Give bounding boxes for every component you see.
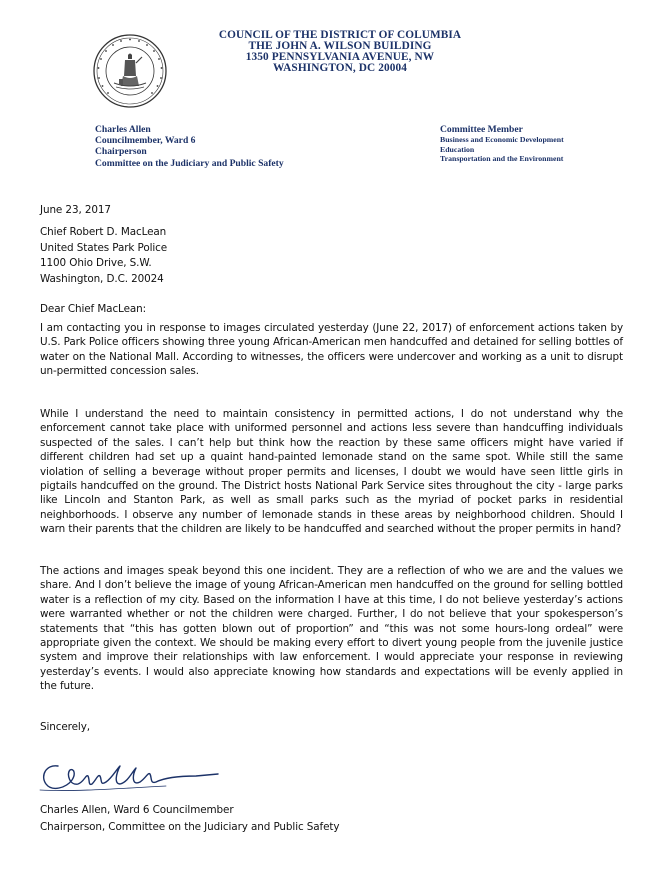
recipient-line: 1100 Ohio Drive, S.W. <box>40 257 152 269</box>
sender-name: Charles Allen <box>95 124 151 135</box>
committee-item: Business and Economic Development <box>440 135 564 145</box>
letterhead-line: COUNCIL OF THE DISTRICT OF COLUMBIA <box>218 29 462 41</box>
body-paragraph: I am contacting you in response to images circulated yesterday (June 22, 2017) of enforcement actions taken by U.S. Park Police officers showing three young African-American men handcuffed and detained for selling bottles of water on the National Mall. According to witnesses, the officers were undercover and working as a unit to disrupt un-permitted concession sales. <box>40 322 623 378</box>
letterhead-line: THE JOHN A. WILSON BUILDING <box>248 40 432 52</box>
closing: Sincerely, <box>40 721 90 733</box>
letterhead-line: 1350 PENNSYLVANIA AVENUE, NW <box>245 51 435 63</box>
body-paragraph: The actions and images speak beyond this one incident. They are a reflection of who we are and the values we share. And I don’t believe the image of young African-American men handcuffed on the ground for selling bottled water is a reflection of my city. Based on the information I have at this time, I do not believe yesterday’s actions were warranted whether or not the children were charged. Further, I do not believe that your spokesperson’s statements that “this has gotten blown out of proportion” and “this was not some hours-long ordeal” were appropriate given the context. We should be making every effort to divert young people from the juvenile justice system and improve their relationships with law enforcement. I would appreciate your response in reviewing yesterday’s events. I would also appreciate knowing how standards and expectations will be evenly applied in the future. <box>40 565 623 693</box>
sender-title: Councilmember, Ward 6 <box>95 135 196 147</box>
letterhead-line: WASHINGTON, DC 20004 <box>273 62 407 74</box>
signature-title: Chairperson, Committee on the Judiciary and Public Safety <box>40 821 340 833</box>
sender-committee: Committee on the Judiciary and Public Safety <box>95 157 284 169</box>
committee-item: Transportation and the Environment <box>440 154 564 164</box>
body-paragraph: While I understand the need to maintain consistency in permitted actions, I do not understand why the enforcement cannot take place with uniformed personnel and actions less severe than handcuffing individuals suspected of the sales. I can’t help but think how the reaction by these same officers might have varied if different children had set up a quaint hand-painted lemonade stand on the same spot. While still the same violation of selling a beverage without proper permits and licenses, I doubt we would have seen little girls in pigtails handcuffed on the ground. The District hosts National Park Service sites throughout the city - large parks like Lincoln and Stanton Park, as well as small parks such as the myriad of pocket parks in residential neighborhoods. I observe any number of lemonade stands in these areas by neighborhood children. Should I warn their parents that the children are likely to be handcuffed and searched without the proper permits in hand? <box>40 408 623 536</box>
committee-member-block <box>440 124 564 164</box>
signature-name: Charles Allen, Ward 6 Councilmember <box>40 804 234 816</box>
recipient-address <box>40 225 623 287</box>
recipient-line: United States Park Police <box>40 241 168 254</box>
letterhead <box>180 30 500 74</box>
committee-member-heading: Committee Member <box>440 124 523 135</box>
council-seal-icon <box>92 33 168 109</box>
recipient-line: Chief Robert D. MacLean <box>40 226 167 238</box>
sender-block <box>95 124 284 169</box>
handwritten-signature <box>36 746 226 798</box>
sender-role: Chairperson <box>95 146 147 158</box>
recipient-line: Washington, D.C. 20024 <box>40 272 164 285</box>
salutation: Dear Chief MacLean: <box>40 303 147 315</box>
letter-date: June 23, 2017 <box>40 204 111 216</box>
committee-item: Education <box>440 144 475 154</box>
